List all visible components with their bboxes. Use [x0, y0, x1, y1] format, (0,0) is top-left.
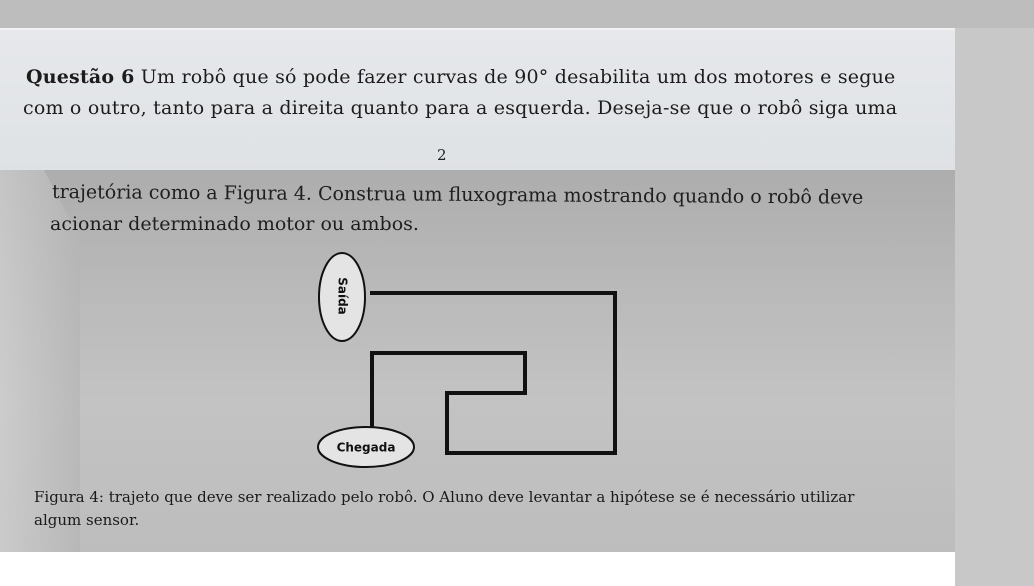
figure-caption-line-2: algum sensor.	[34, 511, 140, 529]
question-line-3: trajetória como a Figura 4. Construa um fluxograma mostrando quando o robô deve	[51, 181, 864, 209]
trajectory-path	[370, 293, 615, 453]
angle-value: 90°	[514, 66, 549, 88]
page-number: 2	[437, 146, 447, 164]
question-line-2: com o outro, tanto para a direita quanto para a esquerda. Deseja-se que o robô siga uma	[23, 97, 898, 119]
question-text-part: Um robô que só pode fazer curvas de	[140, 66, 508, 88]
end-label: Chegada	[336, 440, 396, 455]
question-label: Questão 6	[26, 66, 135, 88]
question-text-part: desabilita um dos motores e segue	[554, 66, 896, 88]
figure-caption-line-1: Figura 4: trajeto que deve ser realizado pelo robô. O Aluno deve levantar a hipótese se é necessário utilizar	[34, 488, 855, 506]
question-line-4: acionar determinado motor ou ambos.	[50, 213, 419, 235]
start-label: Saída	[335, 277, 350, 315]
